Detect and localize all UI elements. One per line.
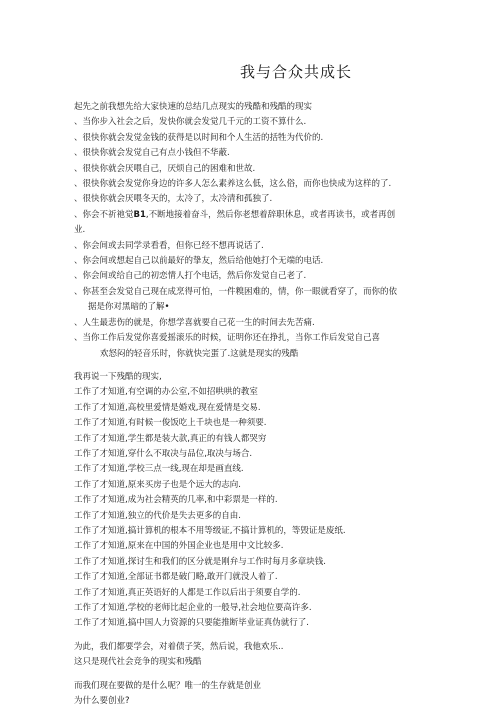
- list-item-continuation: 欢怒闷的轻音乐时，你就快完蛋了.这就是现实的残酷: [100, 348, 299, 359]
- paragraph-gap: [74, 632, 394, 640]
- list-item: 、很快你就会发觉自己有点小钱但不华蔽.: [74, 148, 230, 159]
- list-item: 、很快你就会厌喂自己，厌烦自己的困难和世故.: [74, 163, 256, 174]
- list-item: 工作了才知道,高校里爱情是婚戏,现在爱情是交易.: [74, 402, 261, 413]
- list-item: 、你会间或想起自己以前最好的挚友，然后给他她打个无端的电话.: [74, 256, 324, 267]
- list-item: 工作了才知道,学校三点一线,现在却是画直线.: [74, 464, 244, 475]
- list-item: [74, 208, 394, 223]
- list-item: 、当你步入社会之后，发快你就会发觉几千元的工资不算什么.: [74, 117, 307, 128]
- list-item: 工作了才知道,原来在中国的外国企业也是用中文比较多.: [74, 541, 284, 552]
- list-item-bold-text: B1: [133, 209, 146, 220]
- list-item: 、你会间或给自己的初恋情人打个电话，然后你发觉自己老了.: [74, 271, 307, 282]
- section4-line: 为什么要创业?: [74, 696, 130, 707]
- list-item: 工作了才知道,原来买房子也是个远大的志向.: [74, 479, 241, 490]
- paragraph-gap: [74, 362, 394, 370]
- list-item: 、很快你就会发觉金钱的获得是以时间和个人生活的括牲为代价的.: [74, 132, 324, 143]
- section3-line: 这只是现代社会竞争的现实和残酷: [74, 657, 202, 668]
- document-body: [74, 100, 398, 709]
- list-item: 工作了才知道,穿什么不取决与品位,取决与场合.: [74, 448, 253, 459]
- list-item: 工作了才知道,学生都是装大款,真正的有钱人都哭穷: [74, 433, 267, 444]
- section3-line: 为此，我们都要学会，对着债子笑，然后说，我他欢乐..: [74, 641, 284, 652]
- list-item: 工作了才知道,搞中国人力资源的只要能推断毕业证真伪就行了.: [74, 618, 309, 629]
- section2-intro: 我再说一下残酷的现实,: [74, 371, 162, 382]
- list-item: 、你会间或去同学录看看，但你已经不想再说话了.: [74, 240, 264, 251]
- list-item: 工作了才知道,真正英语好的人都是工作以后出于须要自学的.: [74, 587, 301, 598]
- list-item: 、很快你就会厌喂冬天的，太冷了，太冷清和孤独了.: [74, 194, 273, 205]
- list-item: 工作了才知道,搞计算机的根本不用等级证,不搞计算机的，等毁证是废纸.: [74, 525, 346, 536]
- list-item-text: 、你会不祈祂觉: [74, 209, 134, 220]
- list-item: 、你甚至会发觉自己现在成烹得可怕，一件糗困难的，情，你一眼就看穿了，而你的依: [74, 286, 398, 297]
- list-item-continuation: 业.: [74, 225, 86, 236]
- list-item: 工作了才知道,学校的老师比起企业的一般导,社会地位要高许多.: [74, 603, 312, 613]
- list-item: 工作了才知道,有时候一俊饭吃上千块也是一种须要.: [74, 418, 267, 429]
- section4-line: 而我们现在要做的是什么呢？唯一的生存就是创业: [74, 680, 262, 691]
- list-item: 工作了才知道,独立的代价是失去更多的自由.: [74, 510, 241, 521]
- section1-intro: 起先之前我想先给大家快速的总结几点现实的残酷和残酷的现实: [74, 102, 313, 112]
- list-item-text: ,不断地接着奋斗，然后你老想着辞职休息，或者再读书，或者再创: [145, 209, 396, 220]
- list-item: 、人生最悲伤的就是，你想学喜就要自己花一生的时间去先苦痛.: [74, 317, 315, 328]
- list-item: 工作了才知道,成为社会精英的几率,和中彩票是一样的.: [74, 495, 278, 506]
- list-item: 工作了才知道,有空调的办公室,不如招哄哄的教室: [74, 387, 258, 398]
- list-item: 工作了才知道,全部证书都是破门略,敢开门就没人着了.: [74, 572, 278, 583]
- list-item-continuation: 据是你对黑暗的了解•: [88, 302, 170, 313]
- list-item: 、当你工作后发觉你喜爱摇滚乐的时候，证明你还在挣扎，当你工作后发觉自己喜: [74, 333, 381, 344]
- list-item: 、很快你就会发觉你身边的许多人怎么素养这么低，这么俗，而你也快成为这样的了.: [74, 179, 392, 190]
- paragraph-gap: [74, 671, 394, 679]
- page-title: 我与合众共成长: [239, 63, 352, 81]
- list-item: 工作了才知道,探讨生和我们的区分就是刚弁与工作时每月多章块钱.: [74, 556, 326, 567]
